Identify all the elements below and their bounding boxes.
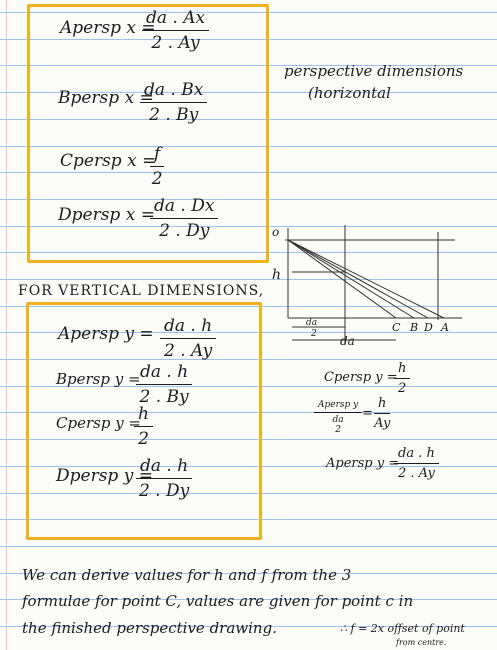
- formula-label: Bpersp y =: [56, 370, 141, 388]
- half-da-denominator: 2: [311, 329, 317, 339]
- numerator: da . Ax: [142, 8, 209, 31]
- ruled-line: [0, 279, 497, 280]
- label-denominator-bottom: 2: [335, 425, 341, 435]
- formula-label: Cpersp x =: [60, 151, 157, 171]
- footer-conclusion-2: from centre.: [396, 638, 447, 647]
- equals-sign: =: [362, 406, 373, 421]
- numerator: h: [134, 404, 153, 427]
- side-equation-fraction: [374, 396, 390, 431]
- formula-label: Apersp y =: [58, 324, 154, 344]
- height-label: h: [272, 267, 282, 283]
- paper-margin-line: [6, 0, 7, 650]
- formula-fraction: [160, 316, 216, 361]
- point-c-label: C: [392, 321, 401, 334]
- label-denominator-top: da: [332, 415, 344, 425]
- side-equation-fraction: [394, 361, 410, 396]
- formula-fraction: [150, 144, 164, 189]
- denominator: 2 . By: [139, 387, 189, 407]
- half-da-numerator: da: [306, 318, 318, 328]
- denominator: 2: [398, 381, 407, 396]
- formula-fraction: [136, 362, 192, 407]
- horizontal-note: (horizontal: [308, 84, 391, 102]
- formula-label: Dpersp x =: [58, 205, 155, 225]
- origin-label: o: [272, 225, 280, 239]
- denominator: 2: [151, 169, 163, 189]
- label-numerator: Apersp y: [314, 400, 362, 413]
- formula-label: Bpersp x =: [58, 88, 154, 108]
- formula-label: Dpersp y =: [56, 466, 153, 486]
- numerator: da . h: [136, 362, 192, 385]
- numerator: h: [374, 396, 390, 414]
- formula-fraction: [136, 456, 192, 501]
- formula-fraction: [150, 196, 218, 241]
- point-d-label: D: [424, 321, 433, 334]
- side-equation-label-fraction: [314, 400, 362, 435]
- denominator: 2 . Dy: [159, 221, 210, 241]
- denominator: 2 . By: [149, 105, 199, 125]
- formula-fraction: [142, 8, 209, 53]
- numerator: da . h: [394, 446, 439, 464]
- da-label: da: [340, 334, 355, 348]
- footer-conclusion: ∴ f = 2x offset of point: [340, 622, 465, 635]
- numerator: da . h: [136, 456, 192, 479]
- numerator: da . Bx: [140, 80, 207, 103]
- numerator: da . h: [160, 316, 216, 339]
- numerator: f: [150, 144, 164, 167]
- perspective-dimensions-note: perspective dimensions: [284, 62, 464, 80]
- side-equation-label: Cpersp y =: [324, 370, 398, 385]
- vertical-dimensions-heading: FOR VERTICAL DIMENSIONS,: [18, 283, 265, 299]
- formula-label: Apersp x =: [60, 18, 156, 38]
- denominator: 2: [138, 429, 149, 449]
- denominator: 2 . Ay: [163, 341, 213, 361]
- denominator: 2 . Ay: [397, 466, 435, 481]
- side-equation-label: Apersp y =: [326, 456, 400, 471]
- point-a-label: A: [441, 321, 449, 334]
- diagram-frame: [285, 225, 462, 345]
- numerator: da . Dx: [150, 196, 218, 219]
- footer-line-3: the finished perspective drawing.: [22, 619, 277, 637]
- side-equation-fraction: [394, 446, 439, 481]
- point-b-label: B: [410, 321, 419, 334]
- numerator: h: [394, 361, 410, 379]
- ruled-line: [0, 546, 497, 547]
- footer-line-2: formulae for point C, values are given for point c in: [22, 592, 414, 610]
- formula-fraction: [134, 404, 153, 449]
- denominator: 2 . Ay: [151, 33, 200, 53]
- denominator: Ay: [374, 416, 391, 431]
- footer-line-1: We can derive values for h and f from the 3: [22, 566, 352, 584]
- label-denominator: [314, 413, 362, 435]
- formula-label: Cpersp y =: [56, 414, 142, 432]
- denominator: 2 . Dy: [138, 481, 190, 501]
- formula-fraction: [140, 80, 207, 125]
